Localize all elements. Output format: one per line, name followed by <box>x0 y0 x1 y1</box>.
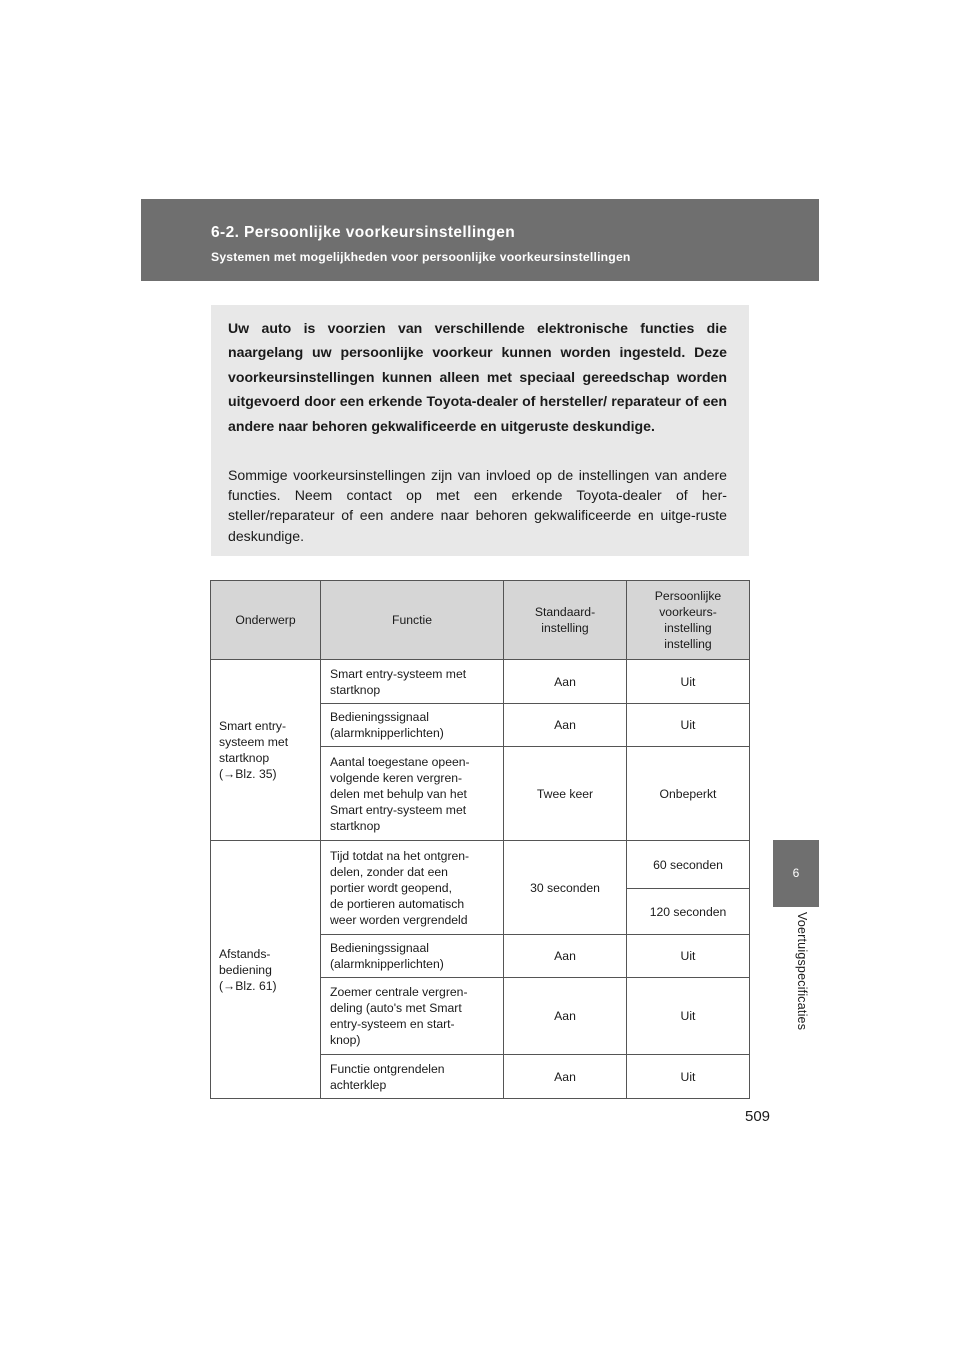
default-cell: Aan <box>504 935 627 978</box>
custom-cell: Uit <box>627 1055 750 1099</box>
column-header-label: Standaard- instelling <box>534 605 596 635</box>
function-cell: Tijd totdat na het ontgren- delen, zonder dat een portier wordt geopend, de portieren automatisch weer worden vergrendeld <box>321 841 504 935</box>
table-header-row <box>211 581 750 660</box>
column-header <box>211 581 321 660</box>
table-row <box>211 841 750 889</box>
function-cell: Smart entry-systeem met startknop <box>321 660 504 704</box>
default-cell: Aan <box>504 1055 627 1099</box>
custom-cell: Uit <box>627 704 750 747</box>
custom-cell: Uit <box>627 660 750 704</box>
intro-normal-text: Sommige voorkeursinstellingen zijn van invloed op de instellingen van andere functies. Neem contact op met een erkende Toyota-dealer of her-steller/reparateur of een andere naar behoren gekwalificeerde en uitge-ruste deskundige. <box>228 467 727 544</box>
section-subtitle: Systemen met mogelijkheden voor persoonlijke voorkeursinstellingen <box>211 250 631 264</box>
column-header <box>321 581 504 660</box>
chapter-number: 6 <box>792 866 800 880</box>
custom-cell: 120 seconden <box>627 889 750 935</box>
function-cell: Bedieningssignaal (alarmknipperlichten) <box>321 704 504 747</box>
column-header <box>504 581 627 660</box>
page-number: 509 <box>745 1108 771 1125</box>
default-cell: 30 seconden <box>504 841 627 935</box>
custom-cell: 60 seconden <box>627 841 750 889</box>
default-cell: Aan <box>504 978 627 1055</box>
column-header-label: Persoonlijke voorkeurs- instelling instelling <box>654 589 722 651</box>
custom-cell: Uit <box>627 978 750 1055</box>
settings-table <box>210 580 750 1099</box>
column-header <box>627 581 750 660</box>
custom-cell: Uit <box>627 935 750 978</box>
function-cell: Zoemer centrale vergren- deling (auto's met Smart entry-systeem en start- knop) <box>321 978 504 1055</box>
function-cell: Bedieningssignaal (alarmknipperlichten) <box>321 935 504 978</box>
chapter-label: Voertuigspecificaties <box>795 912 809 1031</box>
column-header-label: Onderwerp <box>235 613 296 627</box>
subject-cell: Afstands- bediening (→Blz. 61) <box>211 841 321 1099</box>
intro-box <box>211 305 749 556</box>
default-cell: Aan <box>504 660 627 704</box>
custom-cell: Onbeperkt <box>627 747 750 841</box>
default-cell: Twee keer <box>504 747 627 841</box>
chapter-tab <box>773 840 819 907</box>
section-title: 6-2. Persoonlijke voorkeursinstellingen <box>211 224 516 241</box>
column-header-label: Functie <box>392 613 432 627</box>
function-cell: Aantal toegestane opeen- volgende keren vergren- delen met behulp van het Smart entry-systeem met startknop <box>321 747 504 841</box>
intro-bold-text: Uw auto is voorzien van verschillende elektronische functies die naargelang uw persoonlijke voorkeur kunnen worden ingesteld. Deze voorkeursinstellingen kunnen alleen met speciaal gereedschap worden uitgevoerd door een erkende Toyota-dealer of hersteller/ reparateur of een andere naar behoren gekwalificeerde en uitgeruste deskundige. <box>228 320 727 434</box>
table-row <box>211 660 750 704</box>
default-cell: Aan <box>504 704 627 747</box>
subject-cell: Smart entry- systeem met startknop (→Blz. 35) <box>211 660 321 841</box>
section-header <box>141 199 819 281</box>
function-cell: Functie ontgrendelen achterklep <box>321 1055 504 1099</box>
